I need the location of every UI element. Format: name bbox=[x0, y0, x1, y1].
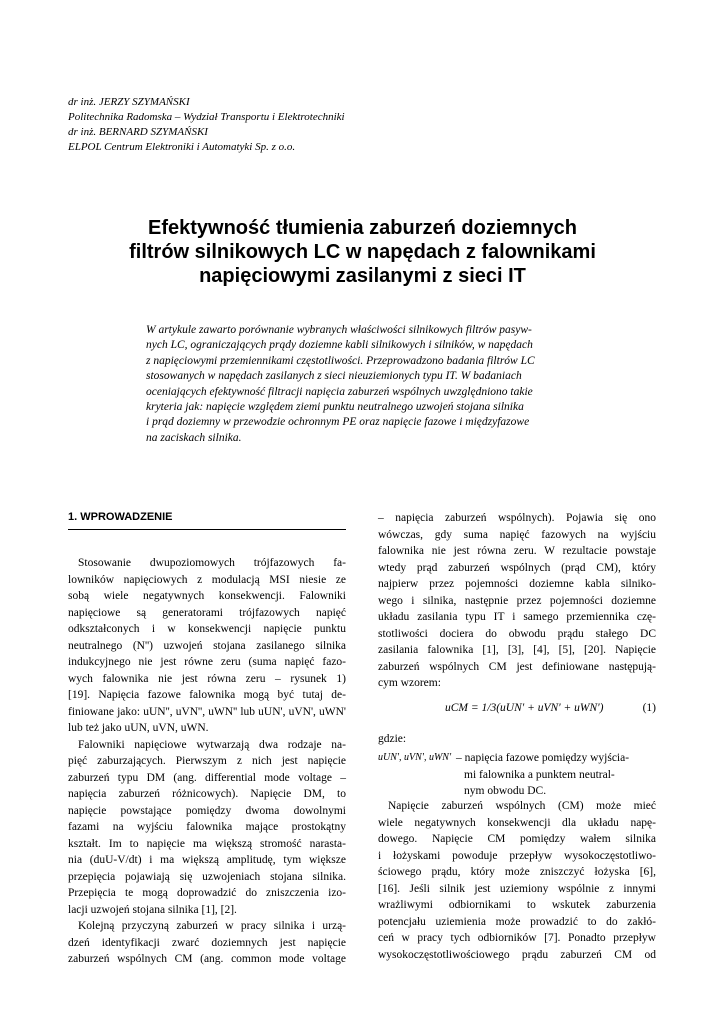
text-line: Falowniki napięciowe wytwarzają dwa rodzaje na- bbox=[78, 738, 346, 751]
text-line: zaburzeń wspólnych CM (ang. common mode voltage bbox=[68, 953, 346, 965]
text-line: kształt. Im to napięcie ma większą stromość narasta- bbox=[68, 837, 346, 850]
definition-line: – napięcia fazowe pomiędzy wyjścia- bbox=[456, 752, 630, 764]
text-line: lowników napięciowych z modulacją MSI niesie ze bbox=[68, 573, 346, 586]
text-line: najpierw przez pojemności doziemne kabla silniko- bbox=[378, 578, 656, 590]
text-line: napięcie powstające pomiędzy dwoma dowolnymi bbox=[68, 804, 346, 817]
text-line: neutralnego (N'') uzwojeń stojana zasilanego silnika bbox=[68, 639, 346, 652]
text-line: Kolejną przyczyną zaburzeń w pracy silnika i urzą- bbox=[78, 920, 346, 932]
right-column bbox=[378, 510, 656, 692]
text-line: cym wzorem: bbox=[378, 677, 441, 689]
text-line: [16]. Jeśli silnik jest uziemiony wspólnie z innymi bbox=[378, 882, 656, 895]
section-heading: 1. WPROWADZENIE bbox=[68, 511, 173, 523]
definition-text bbox=[456, 750, 656, 800]
text-line: Przepięcia te mogą doprowadzić do zniszczenia izo- bbox=[68, 887, 346, 899]
text-line: dowego. Napięcie CM pomiędzy wałem silnika bbox=[378, 833, 656, 845]
text-line: ściowego prądu, który może zniszczyć łożyska [6], bbox=[378, 866, 656, 878]
text-line: przepięcia pojawiają się uzwojeniach stojana silnika. bbox=[68, 870, 346, 883]
text-line: wysokoczęstotliwościowego prądu zaburzeń CM od bbox=[378, 948, 656, 961]
where-label: gdzie: bbox=[378, 733, 407, 745]
text-line: Stosowanie dwupoziomowych trójfazowych fa- bbox=[78, 557, 346, 569]
right-column-continued bbox=[378, 798, 656, 963]
text-line: finiowane jako: uUN'', uVN'', uWN'' lub uUN', uVN', uWN' bbox=[68, 705, 346, 718]
text-line: ceń w pracy tych odbiorników [7]. Ponadto przepływ bbox=[378, 932, 656, 944]
abstract-line: na zaciskach silnika. bbox=[146, 431, 242, 444]
text-line: [19]. Napięcia fazowe falownika mogą być tutaj de- bbox=[68, 689, 346, 701]
text-line: wrażliwymi odbiornikami to wskutek zaburzenia bbox=[378, 899, 656, 911]
text-line: Napięcie zaburzeń wspólnych (CM) może mieć bbox=[388, 800, 656, 812]
text-line: falownika nie jest równa zeru. W rezultacie powstaje bbox=[378, 545, 656, 557]
text-line: napięciowe są generatorami trójfazowych napięć bbox=[68, 606, 346, 619]
section-rule bbox=[68, 529, 346, 530]
text-line: wych falownika nie jest równa zeru – rysunek 1) bbox=[68, 672, 346, 685]
text-line: lacji uzwojeń stojana silnika [1], [2]. bbox=[68, 903, 237, 916]
definition-symbols: uUN', uVN', uWN' bbox=[378, 752, 452, 763]
text-line: układu zasilania typu IT i samego przemiennika czę- bbox=[378, 611, 656, 623]
text-line: wiele negatywnych konsekwencji dla układu napę- bbox=[378, 816, 656, 829]
text-line: wego i silnika, następnie przez pojemności doziemne bbox=[378, 594, 656, 607]
text-line: zasilania falownika [1], [3], [4], [5], [20]. Napięcie bbox=[378, 644, 656, 656]
text-line: stotliwości dociera do obwodu prądu stałego DC bbox=[378, 627, 656, 640]
abstract-line: oceniających efektywność filtracji napięcia zaburzeń wspólnych uwzględniono takie bbox=[146, 385, 533, 398]
abstract-line: i prąd doziemny w przewodzie ochronnym PE oraz napięcie fazowe i międzyfazowe bbox=[146, 416, 530, 429]
affiliation-line: Politechnika Radomska – Wydział Transportu i Elektrotechniki bbox=[68, 111, 345, 123]
title-line: napięciowymi zasilanymi z sieci IT bbox=[199, 265, 526, 287]
definition-line: nym obwodu DC. bbox=[464, 785, 547, 797]
text-line: wówczas, gdy suma napięć fazowych na wyjściu bbox=[378, 528, 656, 541]
text-line: indukcyjnego nie jest równe zeru (suma napięć fazo- bbox=[68, 656, 346, 668]
text-line: pięć zaburzających. Pierwszym z nich jest napięcie bbox=[68, 755, 346, 767]
text-line: potencjału uziemienia może prowadzić to do zakłó- bbox=[378, 915, 656, 928]
text-line: napięcia zaburzeń różnicowych). Napięcie DM, to bbox=[68, 788, 346, 800]
text-line: sobą wiele negatywnych konsekwencji. Falowniki bbox=[68, 590, 346, 602]
author-line: dr inż. BERNARD SZYMAŃSKI bbox=[68, 126, 208, 138]
abstract-line: z napięciowymi przemiennikami częstotliwości. Przeprowadzono badania filtrów LC bbox=[146, 354, 535, 367]
abstract-line: nych LC, ograniczających prądy doziemne kabli silnikowych i silników, w napędach bbox=[146, 339, 533, 352]
text-line: zaburzeń wspólnych CM jest definiowane następują- bbox=[378, 660, 656, 673]
definition-line: mi falownika a punktem neutral- bbox=[464, 768, 615, 781]
left-column bbox=[68, 555, 346, 968]
author-block bbox=[68, 95, 548, 155]
abstract-line: stosowanych w napędach zasilanych z sieci nieuziemionych typu IT. W badaniach bbox=[146, 370, 522, 383]
abstract bbox=[146, 323, 586, 446]
text-line: dzeń identyfikacji zwarć doziemnych jest napięcie bbox=[68, 936, 346, 949]
title-line: filtrów silnikowych LC w napędach z falownikami bbox=[129, 241, 596, 263]
text-line: i łożyskami powoduje przepływ wysokoczęstotliwo- bbox=[378, 849, 656, 862]
text-line: fazami na wyjściu falownika mające prostokątny bbox=[68, 821, 346, 833]
title-line: Efektywność tłumienia zaburzeń doziemnych bbox=[148, 217, 577, 239]
text-line: zaburzeń typu DM (ang. differential mode voltage – bbox=[68, 771, 346, 784]
text-line: – napięcia zaburzeń wspólnych). Pojawia się ono bbox=[378, 512, 656, 524]
text-line: lub też jako uUN, uVN, uWN. bbox=[68, 722, 209, 734]
equation-expression: uCM = 1/3(uUN' + uVN' + uWN') bbox=[445, 702, 604, 714]
text-line: wtedy prąd zaburzeń wspólnych (prąd CM), który bbox=[378, 561, 656, 574]
author-line: dr inż. JERZY SZYMAŃSKI bbox=[68, 96, 190, 108]
abstract-line: kryteria jak: napięcie względem ziemi punktu neutralnego uzwojeń stojana silnika bbox=[146, 401, 524, 414]
text-line: nia (duU-V/dt) i ma większą amplitudę, tym większe bbox=[68, 854, 346, 866]
abstract-line: W artykule zawarto porównanie wybranych właściwości silnikowych filtrów pasyw- bbox=[146, 324, 532, 336]
paper-title bbox=[60, 216, 665, 288]
affiliation-line: ELPOL Centrum Elektroniki i Automatyki Sp. z o.o. bbox=[68, 141, 296, 153]
text-line: odkształconych i w konsekwencji napięcie punktu bbox=[68, 623, 346, 635]
equation-number: (1) bbox=[642, 702, 656, 714]
equation-1 bbox=[378, 702, 656, 720]
